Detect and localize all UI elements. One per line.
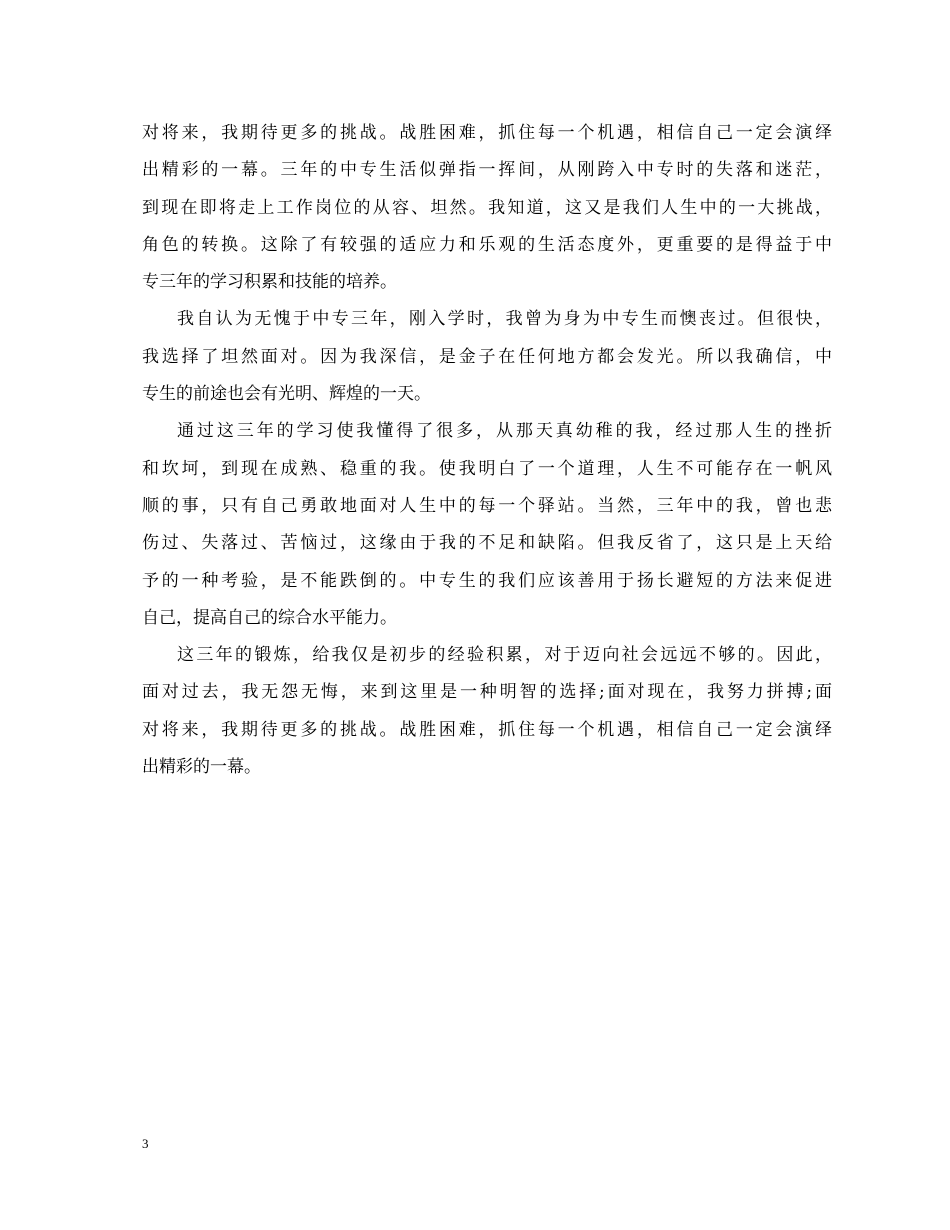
text-line: 出精彩的一幕。 <box>142 757 261 778</box>
text-line: 我选择了坦然面对。因为我深信，是金子在任何地方都会发光。所以我确信，中 <box>142 346 832 367</box>
text-line: 顺的事，只有自己勇敢地面对人生中的每一个驿站。当然，三年中的我，曾也悲 <box>142 495 832 516</box>
text-line: 角色的转换。这除了有较强的适应力和乐观的生活态度外，更重要的是得益于中 <box>142 234 832 255</box>
text-line: 专三年的学习积累和技能的培养。 <box>142 272 397 293</box>
text-line: 面对过去，我无怨无悔，来到这里是一种明智的选择;面对现在，我努力拼搏;面 <box>142 682 832 703</box>
text-line: 自己，提高自己的综合水平能力。 <box>142 607 397 628</box>
text-line: 和坎坷，到现在成熟、稳重的我。使我明白了一个道理，人生不可能存在一帆风 <box>142 458 832 479</box>
text-line: 对将来，我期待更多的挑战。战胜困难，抓住每一个机遇，相信自己一定会演绎 <box>142 719 832 740</box>
page-number: 3 <box>142 1136 149 1151</box>
text-line: 出精彩的一幕。三年的中专生活似弹指一挥间，从刚跨入中专时的失落和迷茫， <box>142 160 832 181</box>
text-line: 予的一种考验，是不能跌倒的。中专生的我们应该善用于扬长避短的方法来促进 <box>142 570 832 591</box>
text-line: 到现在即将走上工作岗位的从容、坦然。我知道，这又是我们人生中的一大挑战， <box>142 197 832 218</box>
text-line: 专生的前途也会有光明、辉煌的一天。 <box>142 384 431 405</box>
text-line: 通过这三年的学习使我懂得了很多，从那天真幼稚的我，经过那人生的挫折 <box>177 421 832 442</box>
body-text <box>142 115 832 786</box>
text-line: 伤过、失落过、苦恼过，这缘由于我的不足和缺陷。但我反省了，这只是上天给 <box>142 533 832 554</box>
text-line: 我自认为无愧于中专三年，刚入学时，我曾为身为中专生而懊丧过。但很快， <box>177 309 832 330</box>
text-line: 对将来，我期待更多的挑战。战胜困难，抓住每一个机遇，相信自己一定会演绎 <box>142 123 832 143</box>
text-line: 这三年的锻炼，给我仅是初步的经验积累，对于迈向社会远远不够的。因此， <box>177 645 832 666</box>
